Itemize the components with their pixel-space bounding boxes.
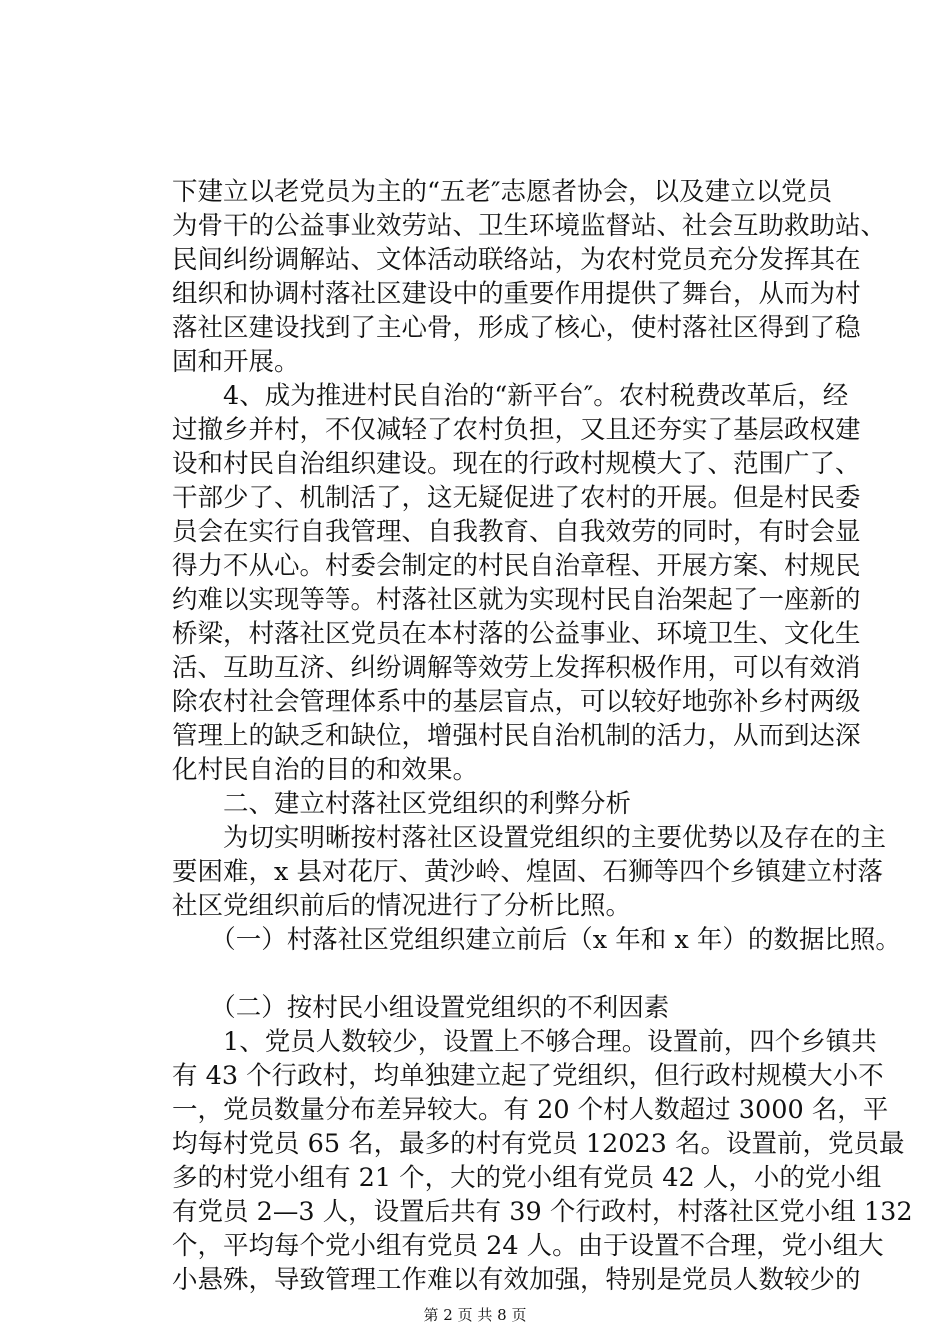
body-line-5: 落社区建设找到了主心骨，形成了核心，使村落社区得到了稳 — [172, 313, 861, 343]
body-line-32: 个，平均每个党小组有党员 24 人。由于设置不合理，党小组大 — [172, 1231, 884, 1261]
body-line-8: 过撤乡并村，不仅减轻了农村负担，又且还夯实了基层政权建 — [172, 415, 861, 445]
body-line-27: 有 43 个行政村，均单独建立起了党组织，但行政村规模大小不 — [172, 1061, 884, 1091]
body-line-15: 活、互助互济、纠纷调解等效劳上发挥积极作用，可以有效消 — [172, 653, 861, 683]
body-line-28: 一，党员数量分布差异较大。有 20 个村人数超过 3000 名，平 — [172, 1095, 889, 1125]
body-line-2: 为骨干的公益事业效劳站、卫生环境监督站、社会互助救助站、 — [172, 211, 887, 241]
body-line-18: 化村民自治的目的和效果。 — [172, 755, 479, 785]
body-line-20: 为切实明晰按村落社区设置党组织的主要优势以及存在的主 — [172, 823, 887, 853]
body-line-13: 约难以实现等等。村落社区就为实现村民自治架起了一座新的 — [172, 585, 861, 615]
body-line-4: 组织和协调村落社区建设中的重要作用提供了舞台，从而为村 — [172, 279, 861, 309]
body-line-22: 社区党组织前后的情况进行了分析比照。 — [172, 891, 632, 921]
body-line-16: 除农村社会管理体系中的基层盲点，可以较好地弥补乡村两级 — [172, 687, 861, 717]
body-line-7: 4、成为推进村民自治的“新平台″。农村税费改革后，经 — [172, 381, 849, 411]
body-line-11: 员会在实行自我管理、自我教育、自我效劳的同时，有时会显 — [172, 517, 861, 547]
body-line-9: 设和村民自治组织建设。现在的行政村规模大了、范围广了、 — [172, 449, 861, 479]
subsection-heading-2: （二）按村民小组设置党组织的不利因素 — [172, 993, 670, 1023]
body-line-30: 多的村党小组有 21 个，大的党小组有党员 42 人，小的党小组 — [172, 1163, 882, 1193]
body-line-29: 均每村党员 65 名，最多的村有党员 12023 名。设置前，党员最 — [172, 1129, 905, 1159]
body-line-12: 得力不从心。村委会制定的村民自治章程、开展方案、村规民 — [172, 551, 861, 581]
body-line-3: 民间纠纷调解站、文体活动联络站，为农村党员充分发挥其在 — [172, 245, 861, 275]
body-line-6: 固和开展。 — [172, 347, 300, 377]
body-line-26: 1、党员人数较少，设置上不够合理。设置前，四个乡镇共 — [172, 1027, 877, 1057]
subsection-heading-1: （一）村落社区党组织建立前后（x 年和 x 年）的数据比照。 — [172, 925, 901, 955]
body-line-10: 干部少了、机制活了，这无疑促进了农村的开展。但是村民委 — [172, 483, 861, 513]
body-line-14: 桥梁，村落社区党员在本村落的公益事业、环境卫生、文化生 — [172, 619, 861, 649]
body-line-17: 管理上的缺乏和缺位，增强村民自治机制的活力，从而到达深 — [172, 721, 861, 751]
body-line-31: 有党员 2—3 人，设置后共有 39 个行政村，村落社区党小组 132 — [172, 1197, 913, 1227]
page-footer: 第 2 页 共 8 页 — [423, 1306, 527, 1324]
section-heading: 二、建立村落社区党组织的利弊分析 — [172, 789, 632, 819]
body-line-1: 下建立以老党员为主的“五老″志愿者协会，以及建立以党员 — [172, 177, 833, 207]
body-line-33: 小悬殊，导致管理工作难以有效加强，特别是党员人数较少的 — [172, 1265, 861, 1295]
body-line-21: 要困难，x 县对花厅、黄沙岭、煌固、石狮等四个乡镇建立村落 — [172, 857, 883, 887]
